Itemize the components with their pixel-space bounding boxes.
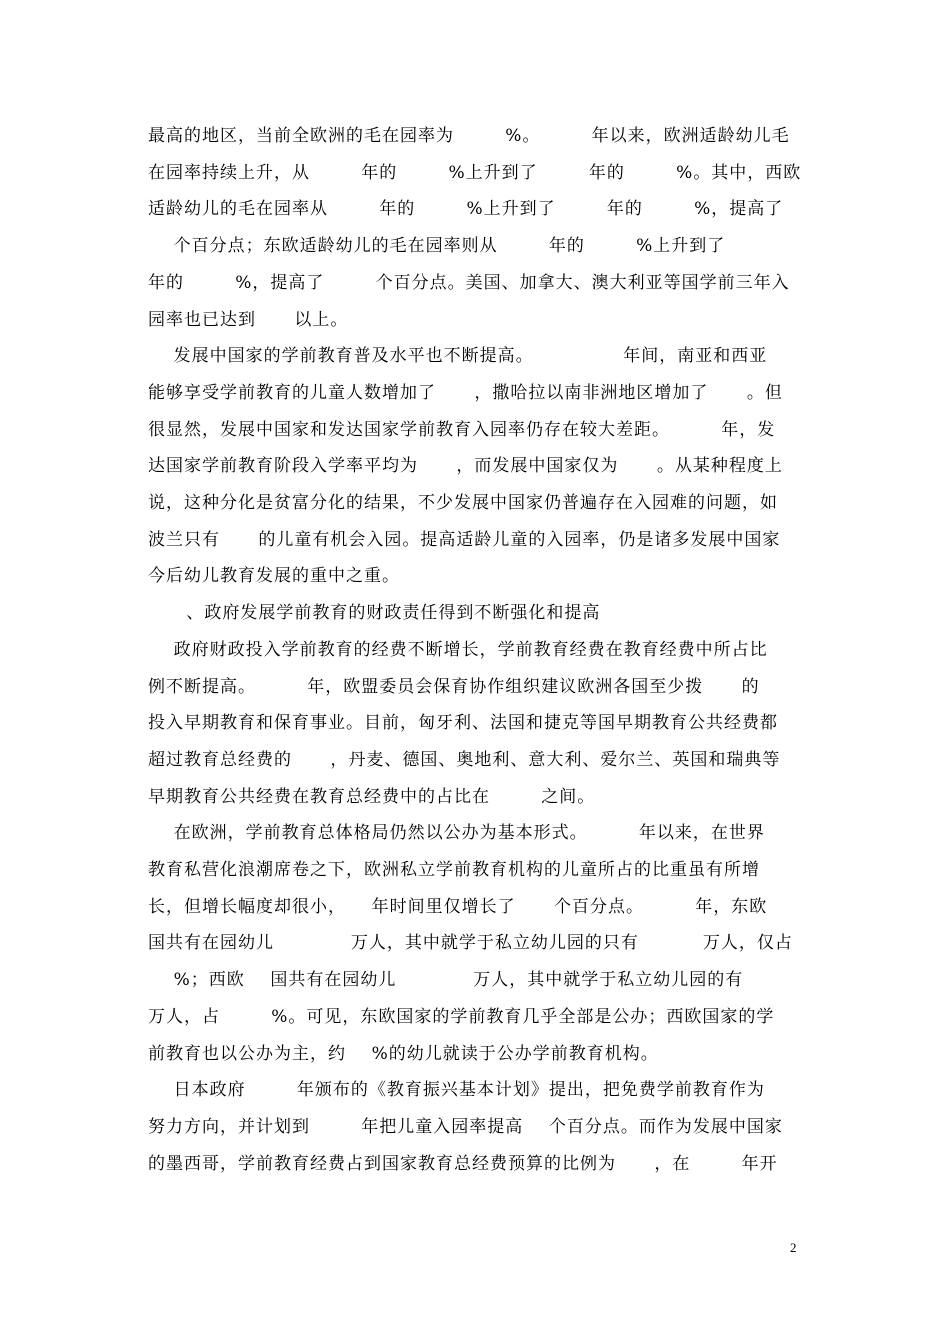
text-line: 年的 %，提高了 个百分点。美国、加拿大、澳大利亚等国学前三年入	[148, 272, 790, 293]
text-line: 达国家学前教育阶段入学率平均为 ，而发展中国家仅为 。从某种程度上	[148, 456, 783, 477]
text-line: 政府财政投入学前教育的经费不断增长，学前教育经费在教育经费中所占比	[148, 639, 768, 660]
text-line: 前教育也以公办为主，约 %的幼儿就读于公办学前教育机构。	[148, 1043, 659, 1064]
text-line: 个百分点；东欧适龄幼儿的毛在园率则从 年的 %上升到了	[148, 236, 726, 257]
text-line: 能够享受学前教育的儿童人数增加了 ，撒哈拉以南非洲地区增加了 。但	[148, 382, 783, 403]
text-line: 例不断提高。 年，欧盟委员会保育协作组织建议欧洲各国至少拨 的	[148, 676, 760, 697]
text-line: %；西欧 国共有在园幼儿 万人，其中就学于私立幼儿园的有	[148, 970, 744, 991]
text-line: 万人，占 %。可见，东欧国家的学前教育几乎全部是公办；西欧国家的学	[148, 1006, 775, 1027]
text-line: 超过教育总经费的 ，丹麦、德国、奥地利、意大利、爱尔兰、英国和瑞典等	[148, 749, 781, 770]
text-line: 早期教育公共经费在教育总经费中的占比在 之间。	[148, 786, 596, 807]
text-line: 国共有在园幼儿 万人，其中就学于私立幼儿园的只有 万人，仅占	[148, 933, 793, 954]
page-number: 2	[790, 1240, 797, 1255]
text-line: 发展中国家的学前教育普及水平也不断提高。 年间，南亚和西亚	[148, 346, 768, 367]
text-line: 园率也已达到 以上。	[148, 309, 349, 330]
text-line: 投入早期教育和保育事业。目前，匈牙利、法国和捷克等国早期教育公共经费都	[148, 713, 778, 734]
text-line: 今后幼儿教育发展的重中之重。	[148, 566, 400, 587]
text-line: 波兰只有 的儿童有机会入园。提高适龄儿童的入园率，仍是诸多发展中国家	[148, 529, 781, 550]
text-line: 最高的地区，当前全欧洲的毛在园率为 %。 年以来，欧洲适龄幼儿毛	[148, 126, 790, 146]
text-line: 长，但增长幅度却很小， 年时间里仅增长了 个百分点。 年，东欧	[148, 896, 768, 917]
text-line: 适龄幼儿的毛在园率从 年的 %上升到了 年的 %，提高了	[148, 199, 784, 220]
text-line: 的墨西哥，学前教育经费占到国家教育总经费预算的比例为 ，在 年开	[148, 1153, 778, 1174]
text-line: 很显然，发展中国家和发达国家学前教育入园率仍存在较大差距。 年，发	[148, 419, 776, 440]
text-line: 教育私营化浪潮席卷之下，欧洲私立学前教育机构的儿童所占的比重虽有所增	[148, 860, 760, 880]
text-line: 努力方向，并计划到 年把儿童入园率提高 个百分点。而作为发展中国家	[148, 1116, 783, 1137]
text-line: 在欧洲，学前教育总体格局仍然以公办为基本形式。 年以来，在世界	[148, 823, 765, 844]
text-line: 在园率持续上升，从 年的 %上升到了 年的 %。其中，西欧	[148, 162, 802, 183]
text-line: 、政府发展学前教育的财政责任得到不断强化和提高	[148, 603, 601, 624]
text-line: 日本政府 年颁布的《教育振兴基本计划》提出，把免费学前教育作为	[148, 1080, 765, 1101]
text-line: 说，这种分化是贫富分化的结果，不少发展中国家仍普遍存在入园难的问题，如	[148, 493, 778, 513]
